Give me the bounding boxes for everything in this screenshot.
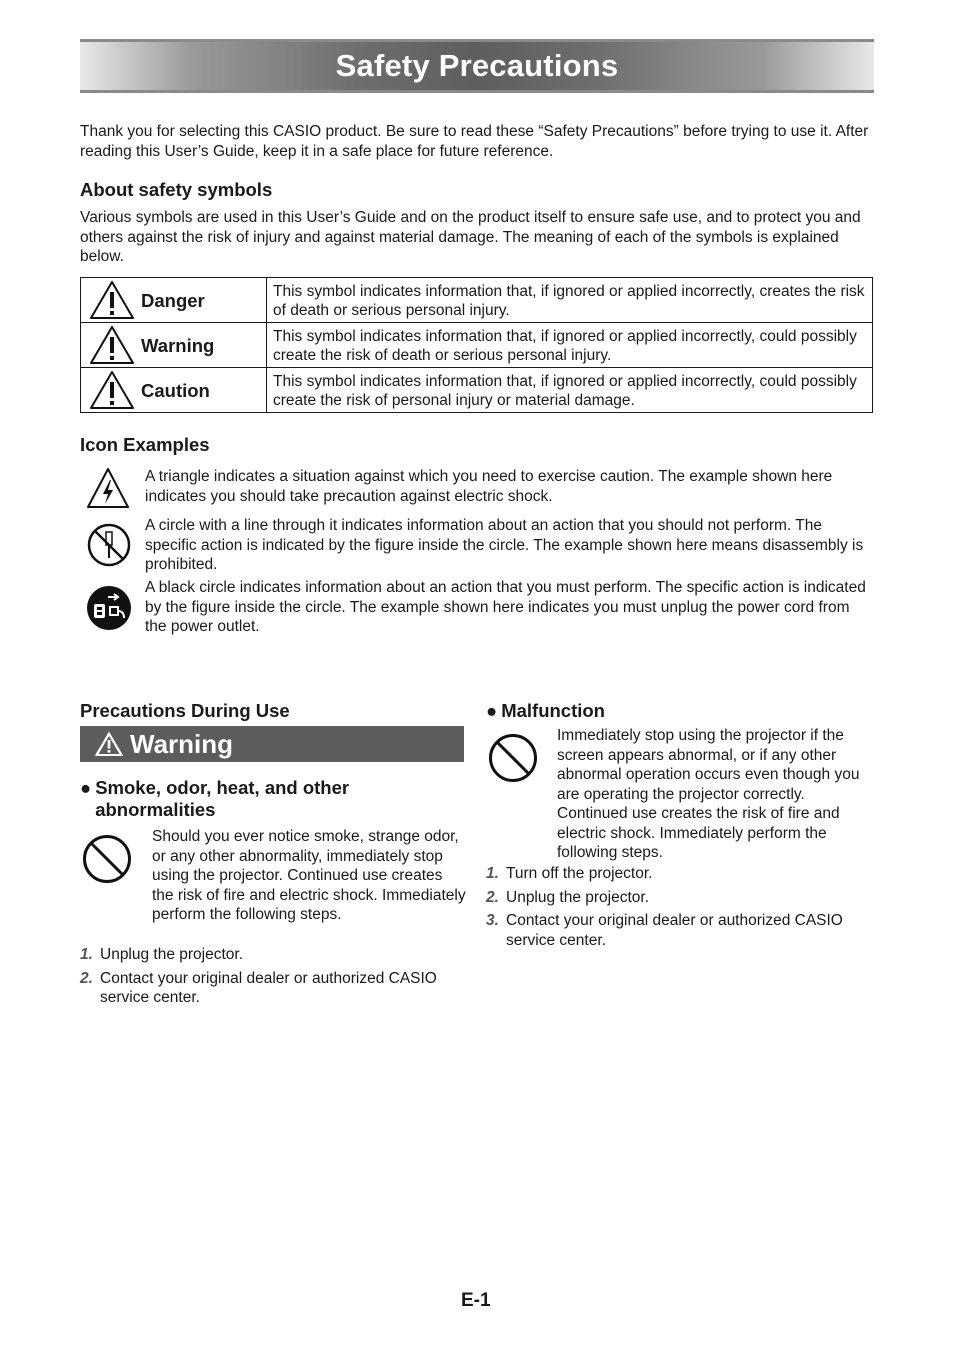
table-row [81, 278, 873, 323]
warning-triangle-icon [89, 325, 135, 365]
icon-example-text: A triangle indicates a situation against which you need to exercise caution. The example shown here indicates you should take precaution against electric shock. [145, 468, 833, 505]
icon-example-item [80, 516, 874, 578]
icon-example-item [80, 467, 874, 513]
step-text: Contact your original dealer or authorized CASIO service center. [100, 969, 437, 1006]
title-bar [80, 39, 874, 93]
warning-triangle-icon [89, 280, 135, 320]
bullet-icon: ● [80, 777, 92, 798]
symbol-desc-warning: This symbol indicates information that, if ignored or applied incorrectly, could possibly create the risk of death or serious personal injury. [267, 323, 873, 368]
step-number: 1. [486, 865, 499, 882]
step-text: Turn off the projector. [506, 865, 653, 882]
step-number: 2. [486, 888, 499, 906]
warning-triangle-icon [94, 731, 124, 757]
warning-banner [80, 726, 464, 762]
precautions-heading: Precautions During Use [80, 700, 290, 721]
no-disassembly-icon [86, 522, 132, 568]
prohibited-icon [82, 834, 132, 884]
malfunction-heading [486, 700, 874, 722]
smoke-steps [80, 945, 464, 1012]
step-text: Contact your original dealer or authorized CASIO service center. [506, 912, 843, 949]
table-row [81, 323, 873, 368]
warning-triangle-icon [89, 370, 135, 410]
step-text: Unplug the projector. [506, 888, 650, 906]
symbols-table [80, 277, 873, 413]
symbol-label-warning: Warning [141, 334, 215, 356]
icon-example-item [80, 578, 874, 640]
icon-example-text: A circle with a line through it indicates information about an action that you should not perform. The specific action is indicated by the figure inside the circle. The example shown here means disassembly is prohibited. [145, 517, 864, 573]
step-number: 1. [80, 946, 93, 963]
list-item [80, 969, 464, 1008]
icon-examples-heading: Icon Examples [80, 434, 210, 455]
malfunction-text: Immediately stop using the projector if the screen appears abnormal, or if any other abnormal operation occurs even though you are operating the projector correctly. Continued use creates the risk of fire and electric shock. Immediately perform the following steps. [557, 727, 860, 861]
smoke-text: Should you ever notice smoke, strange odor, or any other abnormality, immediately stop using the projector. Continued use creates the risk of fire and electric shock. Immediately perform the following steps. [152, 828, 466, 923]
electric-shock-triangle-icon [86, 467, 130, 509]
bullet-icon: ● [486, 700, 498, 721]
unplug-icon [86, 585, 132, 631]
malfunction-heading-text: Malfunction [501, 700, 605, 721]
list-item [486, 888, 874, 908]
warning-banner-label: Warning [130, 728, 234, 759]
list-item [486, 864, 874, 884]
symbol-label-caution: Caution [141, 379, 210, 401]
page-title: Safety Precautions [335, 48, 619, 83]
symbol-label-danger: Danger [141, 289, 205, 311]
icon-example-text: A black circle indicates information about an action that you must perform. The specific action is indicated by the figure inside the circle. The example shown here indicates you must unplug the power cord from the power outlet. [145, 579, 866, 635]
list-item [80, 945, 464, 965]
about-text: Various symbols are used in this User’s Guide and on the product itself to ensure safe use, and to protect you and others against the risk of injury and against material damage. The meaning of each of the symbols is explained below. [80, 209, 861, 265]
smoke-heading-text: Smoke, odor, heat, and other abnormalities [95, 777, 350, 820]
intro-text: Thank you for selecting this CASIO product. Be sure to read these “Safety Precautions” before trying to use it. After reading this User’s Guide, keep it in a safe place for future reference. [80, 123, 869, 160]
step-number: 2. [80, 969, 93, 987]
symbol-desc-danger: This symbol indicates information that, if ignored or applied incorrectly, creates the risk of death or serious personal injury. [267, 278, 873, 323]
step-number: 3. [486, 912, 499, 929]
about-heading: About safety symbols [80, 179, 273, 200]
list-item [486, 911, 874, 950]
step-text: Unplug the projector. [100, 946, 244, 963]
symbol-desc-caution: This symbol indicates information that, if ignored or applied incorrectly, could possibly create the risk of personal injury or material damage. [267, 368, 873, 413]
malfunction-steps [486, 864, 874, 954]
prohibited-icon [488, 733, 538, 783]
table-row [81, 368, 873, 413]
page-number: E-1 [461, 1290, 491, 1311]
smoke-heading [80, 777, 464, 821]
